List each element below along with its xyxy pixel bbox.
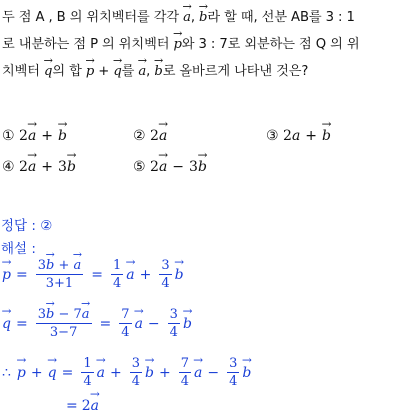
choice-marker: ④: [2, 159, 15, 175]
choice-4[interactable]: ④ 2 → a + 3 → b: [2, 159, 76, 175]
choice-marker: ②: [133, 128, 146, 144]
solution-sum: ∴ → p + → q = $\frac{1}{4}$ → a + $\frac{3}{4}$ → b + $\frac{7}{4}$ → a − $\frac{3}{4}$ → b: [2, 356, 251, 389]
explanation-label: 해설 :: [1, 241, 36, 257]
vector-p: → p: [173, 31, 181, 58]
choice-1[interactable]: ① 2 → a + → b: [2, 128, 67, 144]
solution-q: → q = $\frac{3\to b - 7\to a}{3-7}$ = $\frac{7}{4}$ → a − $\frac{3}{4}$ → b: [2, 307, 192, 340]
question-line-1: 두 점 A , B 의 위치벡터를 각각 → a, → b라 할 때, 선분 AB를 3 : 1: [2, 4, 398, 31]
choice-2[interactable]: ② 2 → a: [133, 128, 167, 144]
choice-marker: ⑤: [133, 159, 146, 175]
choice-marker: ①: [2, 128, 15, 144]
choice-marker: ③: [266, 128, 279, 144]
vector-a: → a: [183, 4, 191, 31]
solution-result: = 2 → a: [66, 398, 99, 414]
vector-b: → b: [199, 4, 207, 31]
choice-3[interactable]: ③ 2 a + → b: [266, 128, 331, 144]
question-line-3: 치벡터 → q의 합 → p + → q를 → a, → b로 올바르게 나타낸 것은?: [2, 58, 398, 85]
question-text: [2, 4, 398, 85]
choice-5[interactable]: ⑤ 2 → a − 3 → b: [133, 159, 207, 175]
solution-p: → p = $\frac{3\to b + \to a}{3+1}$ = $\frac{1}{4}$ → a + $\frac{3}{4}$ → b: [2, 258, 184, 291]
answer-value: ②: [40, 218, 53, 234]
vector-q: → q: [44, 58, 52, 85]
answer-label: 정답 :: [1, 218, 36, 234]
answer-line: [1, 214, 52, 234]
question-line-2: 로 내분하는 점 P 의 위치벡터 → p와 3 : 7로 외분하는 점 Q 의 위: [2, 31, 398, 58]
